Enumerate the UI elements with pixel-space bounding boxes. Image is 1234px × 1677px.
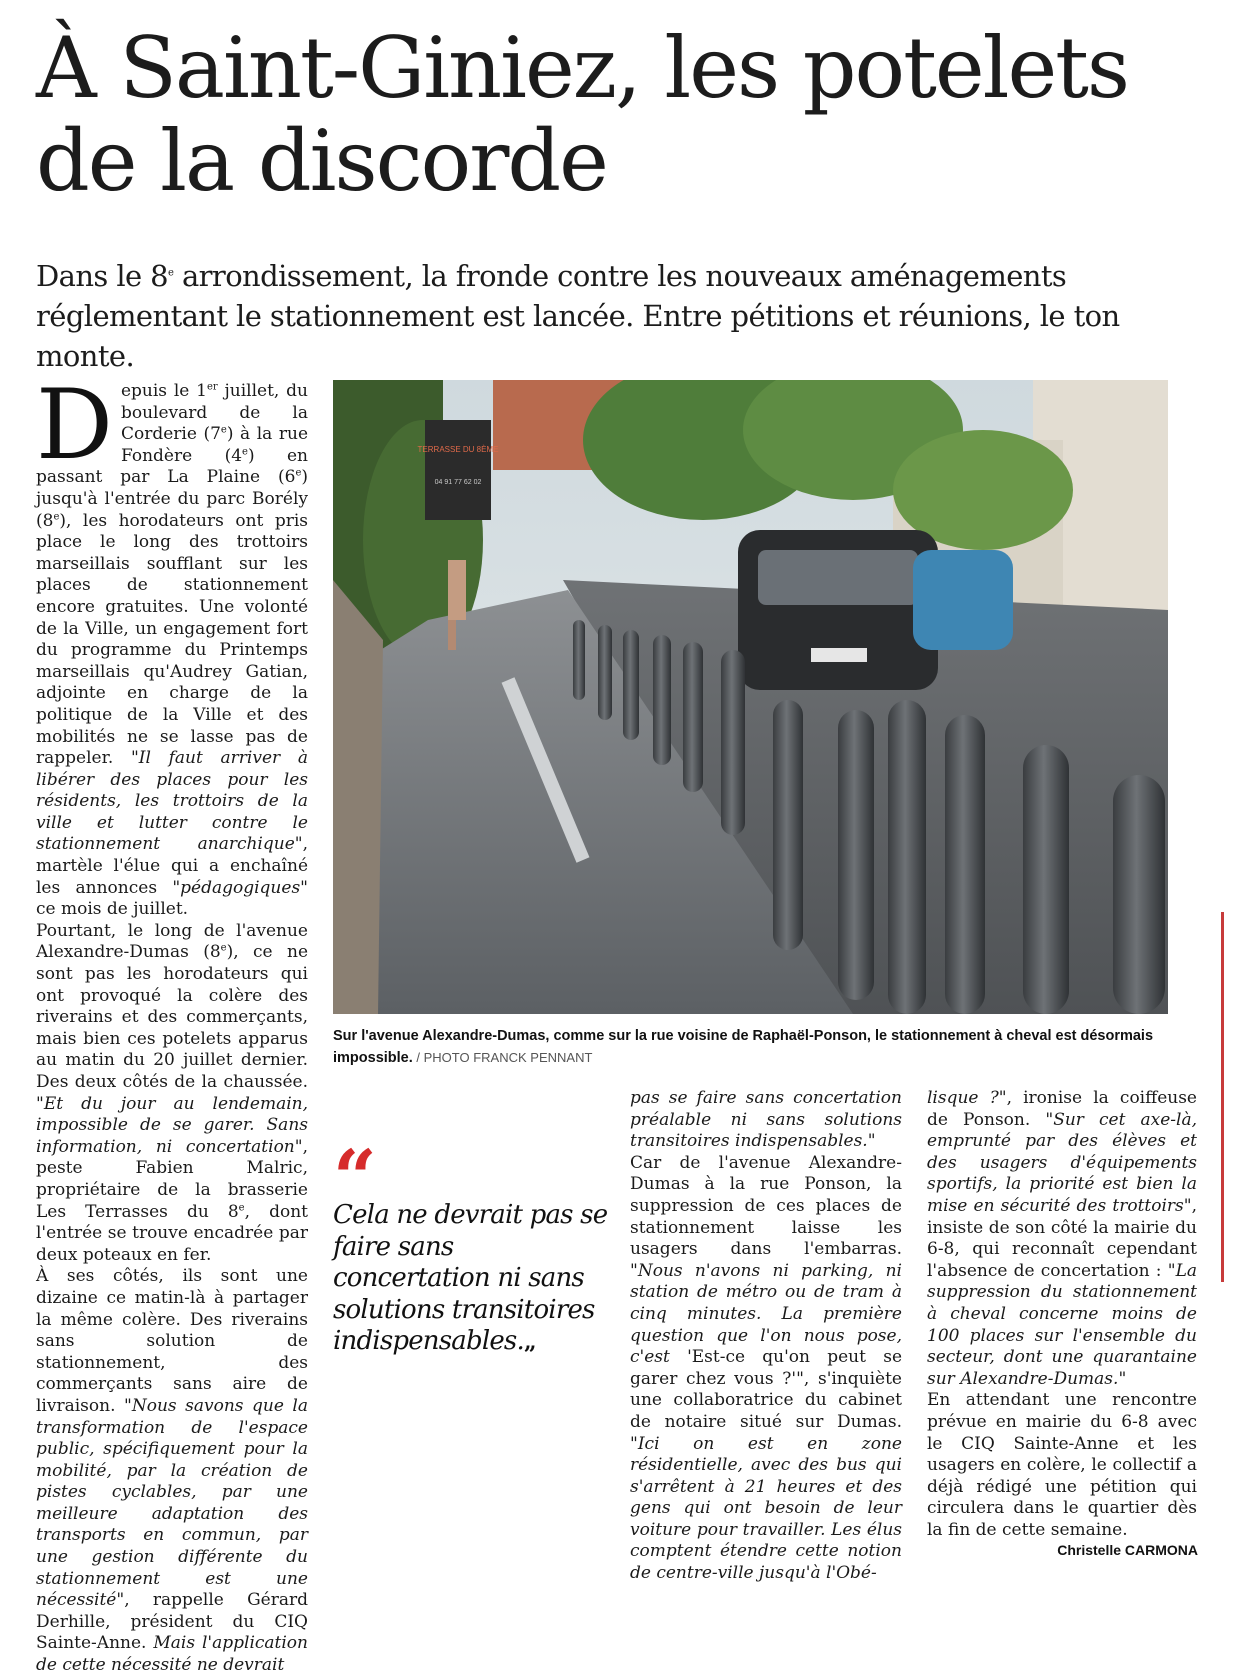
shop-sign-phone: 04 91 77 62 02 (434, 479, 482, 486)
photo-caption: Sur l'avenue Alexandre-Dumas, comme sur la rue voisine de Raphaël-Ponson, le stationnement à cheval est désormais impossible. / PHOTO FRANCK PENNANT (333, 1028, 1154, 1066)
paragraph-6: lisque ?", ironise la coiffeuse de Ponson. "Sur cet axe-là, emprunté par des élèves et des usagers d'équipements sportifs, la priorité est bien la mise en sécurité des trottoirs", insiste de son côté la mairie du 6-8, qui reconnaît cependant l'absence de concertation : "La suppression du stationnement à cheval concerne moins de 100 places sur l'ensemble du secteur, dont une quarantaine sur Alexandre-Dumas." (927, 1088, 1197, 1389)
page-edge-marker (1221, 912, 1224, 1282)
paragraph-7: En attendant une rencontre prévue en mairie du 6-8 avec le CIQ Sainte-Anne et les usagers en colère, le collectif a déjà rédigé une pétition qui circulera dans le quartier dès la fin de cette semaine. (927, 1390, 1197, 1540)
quote-mark-icon: “ (333, 1133, 377, 1222)
paragraph-4: pas se faire sans concertation préalable ni sans solutions transitoires indispensables." (630, 1088, 902, 1152)
photo-credit: / PHOTO FRANCK PENNANT (412, 1050, 593, 1065)
paragraph-3: À ses côtés, ils sont une dizaine ce matin-là à partager la même colère. Des riverains sans solution de stationnement, des commerçants sans aire de livraison. "Nous savons que la transformation de l'espace public, spécifiquement pour la mobilité, par la création de pistes cyclables, par une meilleure adaptation des transports en commun, par une gestion différente du stationnement est une nécessité", rappelle Gérard Derhille, président du CIQ Sainte-Anne. Mais l'application de cette nécessité ne devrait (36, 1266, 308, 1676)
headline: À Saint-Giniez, les potelets de la discorde (36, 19, 1129, 210)
article-column-1 (36, 369, 309, 1677)
article-column-4 (927, 1088, 1197, 1541)
drop-cap: D (36, 369, 113, 481)
article-column-3 (630, 1088, 902, 1585)
closing-quote-mark: „ (523, 1329, 536, 1355)
shop-sign-text: TERRASSE DU 8ÈME (417, 445, 499, 454)
pull-quote: Cela ne devrait pas se faire sans concertation ni sans solutions transitoires indispensables.„ (333, 1200, 608, 1356)
standfirst: Dans le 8e arrondissement, la fronde contre les nouveaux aménagements réglementant le stationnement est lancée. Entre pétitions et réunions, le ton monte. (36, 259, 1120, 373)
author-signature: Christelle CARMONA (1057, 1542, 1198, 1558)
street-photo (333, 380, 1168, 1014)
paragraph-5: Car de l'avenue Alexandre-Dumas à la rue Ponson, la suppression de ces places de stationnement laisse les usagers dans l'embarras. "Nous n'avons ni parking, ni station de métro ou de tram à cinq minutes. La première question que l'on nous pose, c'est 'Est-ce qu'on peut se garer chez vous ?'", s'inquiète une collaboratrice du cabinet de notaire situé sur Dumas. "Ici on est en zone résidentielle, avec des bus qui s'arrêtent à 21 heures et des gens qui ont besoin de leur voiture pour travailler. Les élus comptent étendre cette notion de centre-ville jusqu'à l'Obé- (630, 1152, 903, 1584)
paragraph-1: Depuis le 1er juillet, du boulevard de la Corderie (7e) à la rue Fondère (4e) en passant par La Plaine (6e) jusqu'à l'entrée du parc Borély (8e), les horodateurs ont pris place le long des trottoirs marseillais soufflant sur les places de stationnement encore gratuites. Une volonté de la Ville, un engagement fort du programme du Printemps marseillais qu'Audrey Gatian, adjointe en charge de la politique de la Ville et des mobilités ne se lasse pas de rappeler. "Il faut arriver à libérer des places pour les résidents, les trottoirs de la ville et lutter contre le stationnement anarchique", martèle l'élue qui a enchaîné les annonces "pédagogiques" ce mois de juillet. (36, 369, 308, 920)
paragraph-2: Pourtant, le long de l'avenue Alexandre-Dumas (8e), ce ne sont pas les horodateurs qui ont provoqué la colère des riverains et des commerçants, mais bien ces potelets apparus au matin du 20 juillet dernier. Des deux côtés de la chaussée. "Et du jour au lendemain, impossible de se garer. Sans information, ni concertation", peste Fabien Malric, propriétaire de la brasserie Les Terrasses du 8e, dont l'entrée se trouve encadrée par deux poteaux en fer. (36, 920, 309, 1265)
